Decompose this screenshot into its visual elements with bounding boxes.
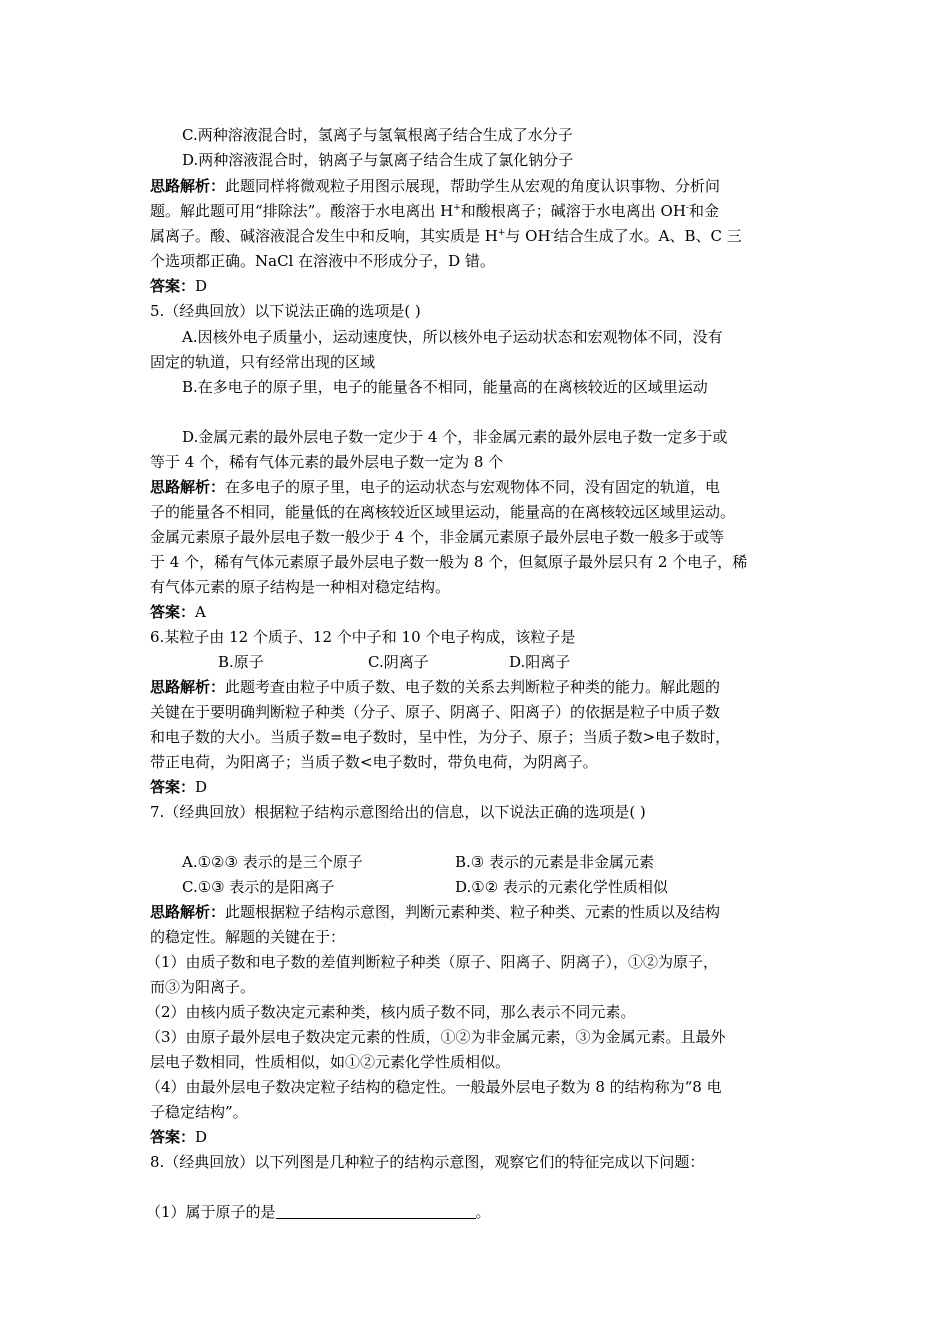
q7-analysis-line: 的稳定性。解题的关键在于： bbox=[150, 928, 346, 946]
q5-question: 5.（经典回放）以下说法正确的选项是( ) bbox=[150, 302, 421, 320]
q7-answer: 答案：D bbox=[150, 1128, 208, 1146]
q4-answer: 答案：D bbox=[150, 277, 208, 295]
q7-option-b: B.③ 表示的元素是非金属元素 bbox=[455, 853, 655, 871]
q6-option-d: D.阳离子 bbox=[509, 653, 571, 671]
q7-analysis-line: （4）由最外层电子数决定粒子结构的稳定性。一般最外层电子数为 8 的结构称为“8 电 bbox=[146, 1078, 722, 1096]
q5-analysis-line: 金属元素原子最外层电子数一般少于 4 个，非金属元素原子最外层电子数一般多于或等 bbox=[150, 528, 725, 546]
q4-analysis-line: 题。解此题可用“排除法”。酸溶于水电离出 H+和酸根离子；碱溶于水电离出 OH-和金 bbox=[150, 202, 719, 220]
q6-analysis-line: 关键在于要明确判断粒子种类（分子、原子、阴离子、阳离子）的依据是粒子中质子数 bbox=[150, 703, 721, 721]
q5-analysis-line: 于 4 个，稀有气体元素原子最外层电子数一般为 8 个，但氦原子最外层只有 2 个电子，稀 bbox=[150, 553, 748, 571]
q7-analysis-line: 而③为阳离子。 bbox=[150, 978, 256, 996]
q5-analysis-line: 子的能量各不相同，能量低的在离核较近区域里运动，能量高的在离核较远区域里运动。 bbox=[150, 503, 736, 521]
q5-analysis-line: 思路解析：在多电子的原子里，电子的运动状态与宏观物体不同，没有固定的轨道，电 bbox=[150, 478, 721, 496]
analysis-label: 思路解析： bbox=[150, 177, 226, 195]
q7-option-d: D.①② 表示的元素化学性质相似 bbox=[455, 878, 668, 896]
q7-option-c: C.①③ 表示的是阳离子 bbox=[182, 878, 335, 896]
q4-analysis-line: 属离子。酸、碱溶液混合发生中和反响，其实质是 H+与 OH-结合生成了水。A、B、C 三 bbox=[150, 227, 742, 245]
q7-analysis-line: （3）由原子最外层电子数决定元素的性质，①②为非金属元素，③为金属元素。且最外 bbox=[146, 1028, 726, 1046]
q5-answer: 答案：A bbox=[150, 603, 206, 621]
q5-option-b: B.在多电子的原子里，电子的能量各不相同，能量高的在离核较近的区域里运动 bbox=[182, 378, 708, 396]
q6-option-c: C.阴离子 bbox=[368, 653, 429, 671]
q5-option-a-cont: 固定的轨道，只有经常出现的区域 bbox=[150, 353, 376, 371]
q7-analysis-line: 思路解析：此题根据粒子结构示意图，判断元素种类、粒子种类、元素的性质以及结构 bbox=[150, 903, 721, 921]
analysis-label: 思路解析： bbox=[150, 903, 226, 921]
analysis-label: 思路解析： bbox=[150, 678, 226, 696]
q5-option-a: A.因核外电子质量小，运动速度快，所以核外电子运动状态和宏观物体不同，没有 bbox=[182, 328, 723, 346]
q4-analysis-line: 个选项都正确。NaCl 在溶液中不形成分子，D 错。 bbox=[150, 252, 495, 270]
q5-option-d: D.金属元素的最外层电子数一定少于 4 个，非金属元素的最外层电子数一定多于或 bbox=[182, 428, 728, 446]
q7-question: 7.（经典回放）根据粒子结构示意图给出的信息，以下说法正确的选项是( ) bbox=[150, 803, 646, 821]
q6-analysis-line: 带正电荷，为阳离子；当质子数<电子数时，带负电荷，为阴离子。 bbox=[150, 753, 598, 771]
answer-blank[interactable] bbox=[276, 1204, 476, 1219]
q6-analysis-line: 思路解析：此题考查由粒子中质子数、电子数的关系去判断粒子种类的能力。解此题的 bbox=[150, 678, 721, 696]
q6-analysis-line: 和电子数的大小。当质子数=电子数时，呈中性，为分子、原子；当质子数>电子数时， bbox=[150, 728, 731, 746]
q7-analysis-line: 层电子数相同，性质相似，如①②元素化学性质相似。 bbox=[150, 1053, 511, 1071]
q5-option-d-cont: 等于 4 个，稀有气体元素的最外层电子数一定为 8 个 bbox=[150, 453, 504, 471]
analysis-label: 思路解析： bbox=[150, 478, 226, 496]
q7-analysis-line: （1）由质子数和电子数的差值判断粒子种类（原子、阳离子、阴离子），①②为原子， bbox=[146, 953, 719, 971]
q8-sub1: （1）属于原子的是 。 bbox=[146, 1203, 491, 1221]
q4-option-c: C.两种溶液混合时，氢离子与氢氧根离子结合生成了水分子 bbox=[182, 126, 573, 144]
q6-question: 6.某粒子由 12 个质子、12 个中子和 10 个电子构成，该粒子是 bbox=[150, 628, 576, 646]
q6-answer: 答案：D bbox=[150, 778, 208, 796]
q4-option-d: D.两种溶液混合时，钠离子与氯离子结合生成了氯化钠分子 bbox=[182, 151, 574, 169]
q8-question: 8.（经典回放）以下列图是几种粒子的结构示意图，观察它们的特征完成以下问题： bbox=[150, 1153, 705, 1171]
q7-option-a: A.①②③ 表示的是三个原子 bbox=[182, 853, 363, 871]
q7-analysis-line: （2）由核内质子数决定元素种类，核内质子数不同，那么表示不同元素。 bbox=[146, 1003, 636, 1021]
q6-option-b: B.原子 bbox=[218, 653, 264, 671]
q7-analysis-line: 子稳定结构”。 bbox=[150, 1103, 248, 1121]
q5-analysis-line: 有气体元素的原子结构是一种相对稳定结构。 bbox=[150, 578, 451, 596]
q4-analysis-line: 思路解析：此题同样将微观粒子用图示展现，帮助学生从宏观的角度认识事物、分析问 bbox=[150, 177, 721, 195]
